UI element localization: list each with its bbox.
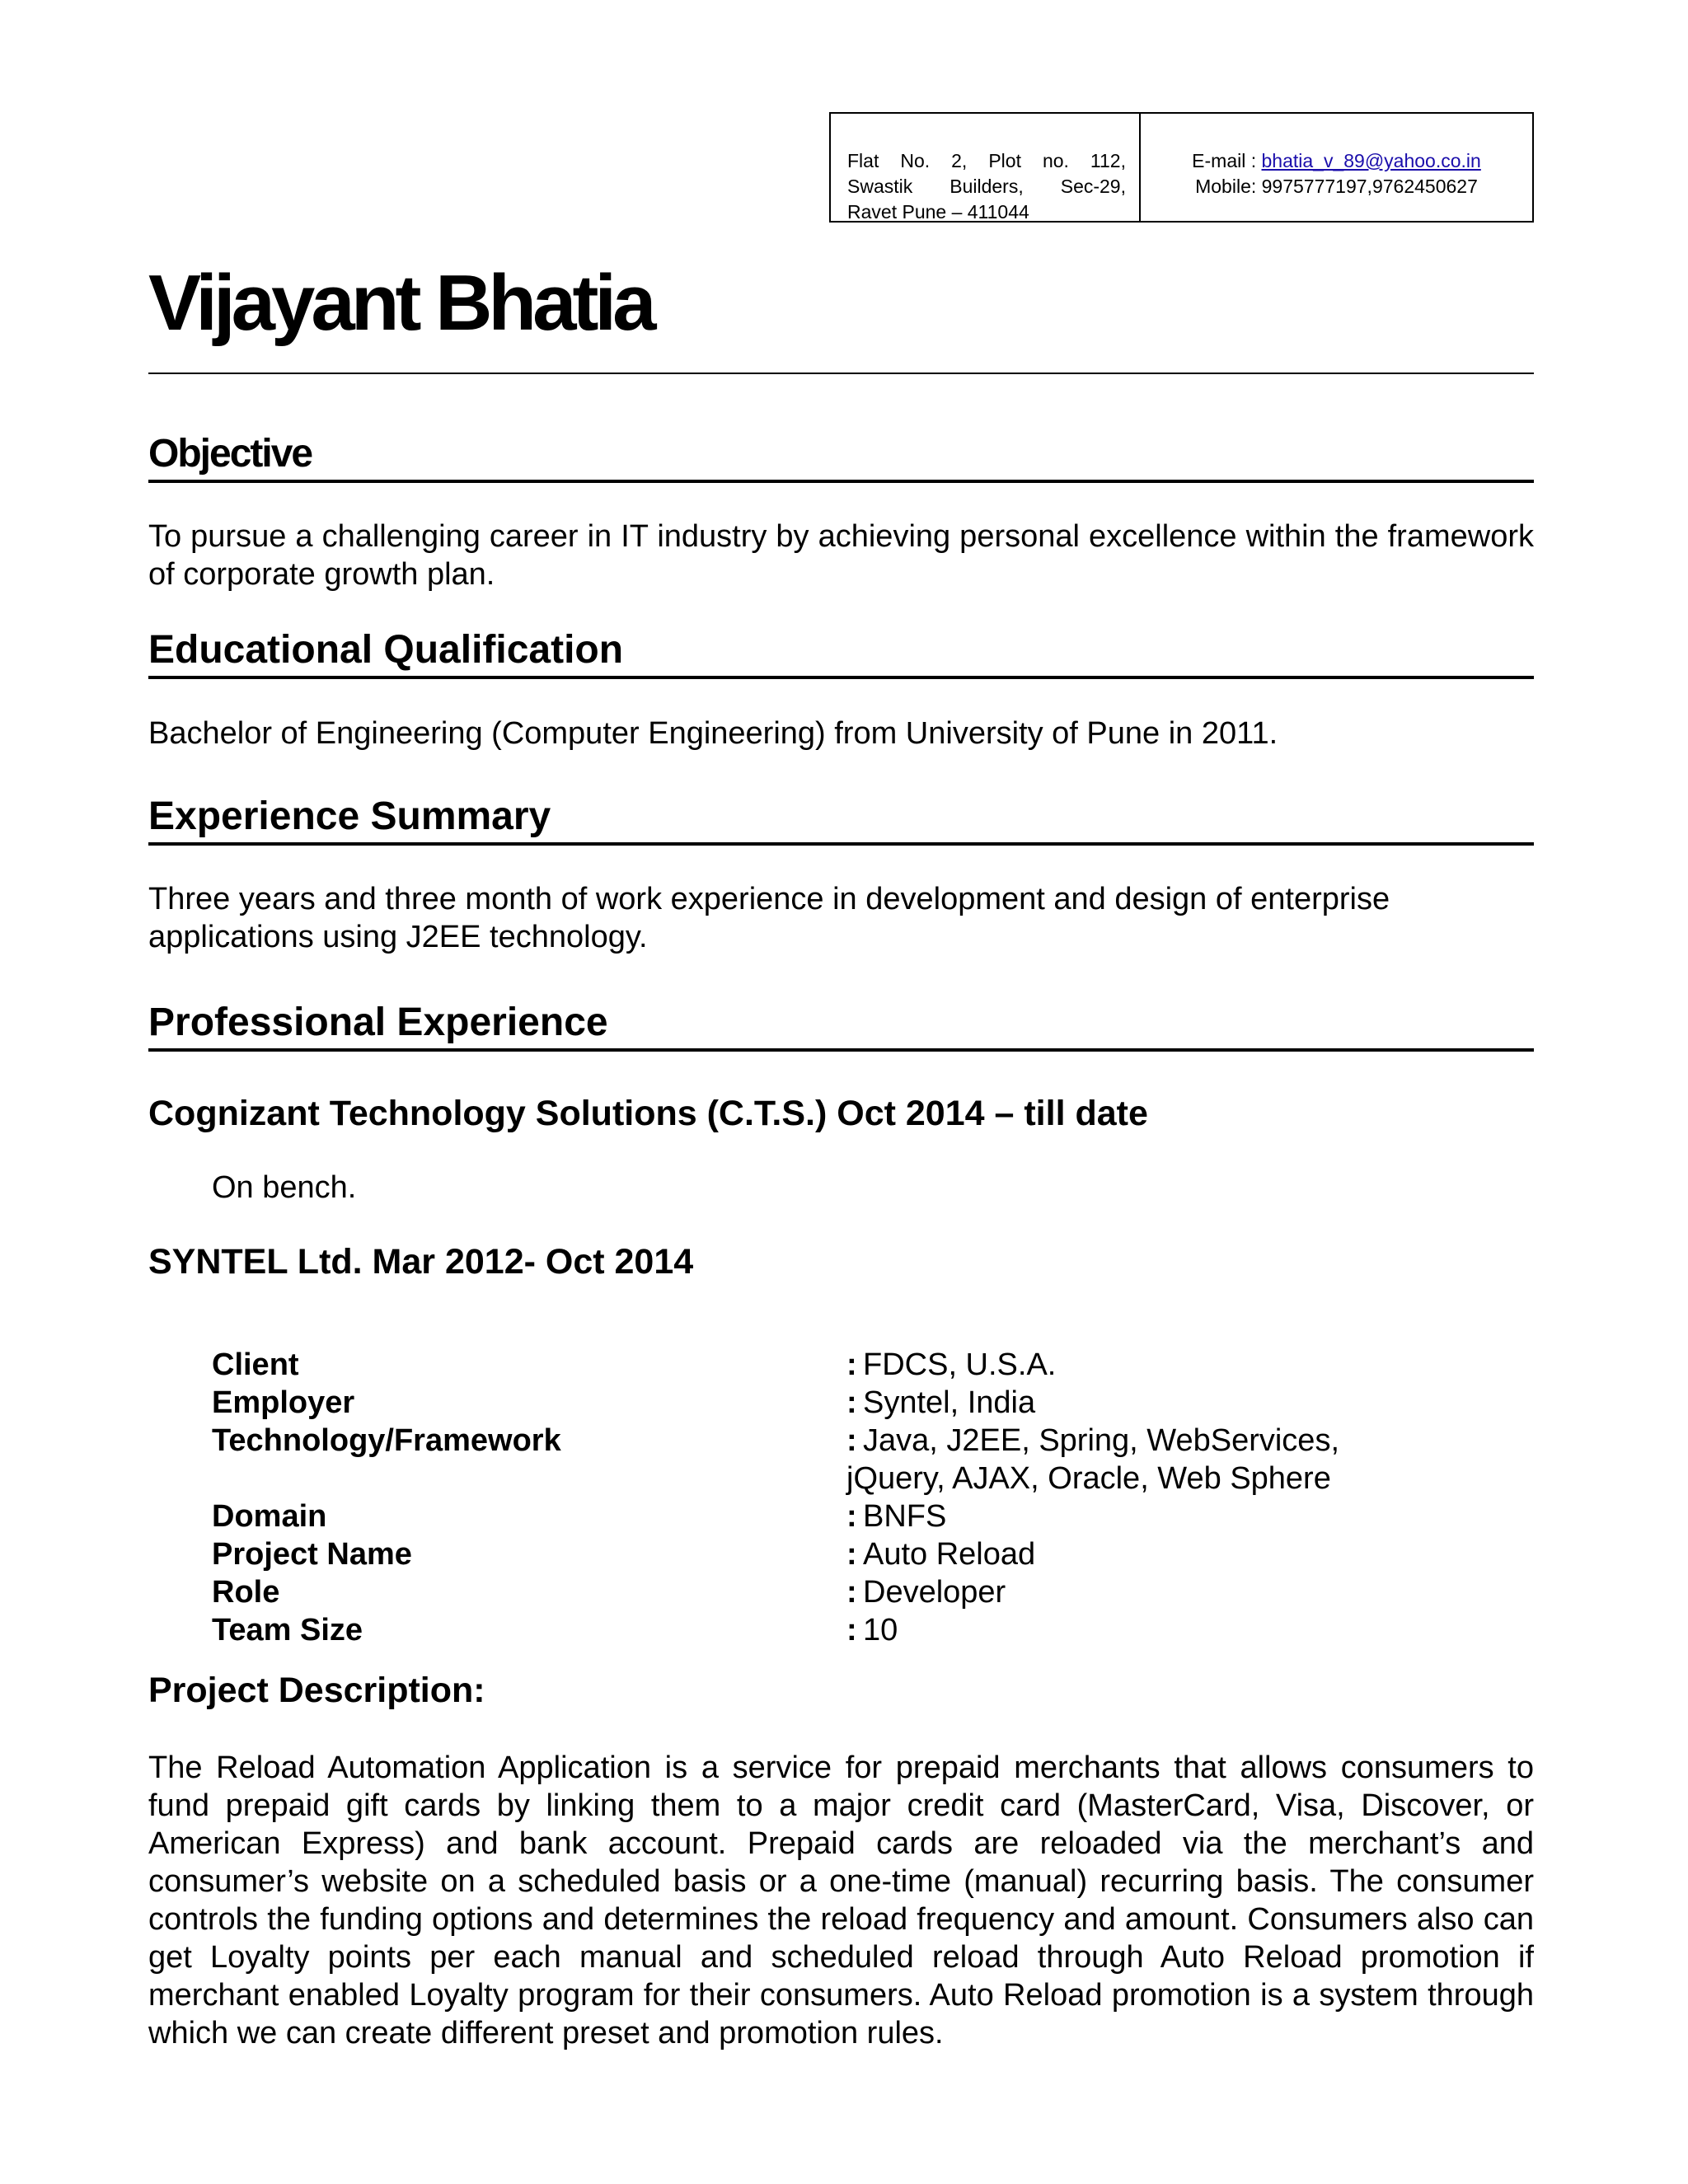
experience-summary-heading: Experience Summary [148,793,1534,846]
experience-summary-line: Three years and three month of work experience in development and design of enterprise [148,882,1390,916]
detail-label: Technology/Framework [212,1423,561,1458]
detail-colon: : [846,1537,857,1572]
detail-row-technology-continued [212,1460,1448,1497]
email-link[interactable]: bhatia_v_89@yahoo.co.in [1261,150,1481,171]
detail-label: Team Size [212,1613,363,1647]
education-text: Bachelor of Engineering (Computer Engineering) from University of Pune in 2011. [148,716,1278,751]
detail-value: BNFS [863,1499,947,1534]
professional-experience-heading: Professional Experience [148,999,1534,1052]
detail-row-domain [212,1497,1448,1535]
job-title-syntel: SYNTEL Ltd. Mar 2012- Oct 2014 [148,1242,694,1282]
detail-colon: : [846,1613,857,1647]
detail-row-technology [212,1422,1448,1460]
mobile-line: Mobile: 9975777197,9762450627 [1195,176,1478,197]
detail-value: Auto Reload [863,1537,1036,1572]
detail-label: Employer [212,1385,355,1420]
detail-row-team-size [212,1611,1448,1649]
address-line: Ravet Pune – 411044 [847,201,1029,223]
detail-row-client [212,1346,1448,1384]
email-label: E-mail : [1192,150,1262,171]
detail-colon: : [846,1575,857,1610]
detail-colon: : [846,1347,857,1382]
detail-value: FDCS, U.S.A. [863,1347,1057,1382]
education-heading: Educational Qualification [148,626,1534,679]
detail-row-role [212,1573,1448,1611]
detail-label: Role [212,1575,280,1610]
detail-colon: : [846,1385,857,1420]
address-line: Flat No. 2, Plot no. 112, [847,150,1126,171]
detail-row-project-name [212,1535,1448,1573]
detail-label: Client [212,1347,299,1382]
project-details-table [212,1346,1448,1649]
objective-heading: Objective [148,430,1534,483]
project-description-heading: Project Description: [148,1671,485,1710]
detail-value: 10 [863,1613,898,1647]
job-note-cognizant: On bench. [212,1170,357,1205]
detail-value: Developer [863,1575,1006,1610]
objective-text: To pursue a challenging career in IT industry by achieving personal excellence within the framework of corporate growth plan. [148,519,1534,592]
experience-summary-line: applications using J2EE technology. [148,920,648,954]
detail-row-employer [212,1384,1448,1422]
candidate-name: Vijayant Bhatia [148,259,653,347]
detail-label: Project Name [212,1537,412,1572]
detail-value: Syntel, India [863,1385,1036,1420]
job-title-cognizant: Cognizant Technology Solutions (C.T.S.) Oct 2014 – till date [148,1094,1148,1133]
email-line [1141,148,1532,174]
detail-value: Java, J2EE, Spring, WebServices, [863,1423,1339,1458]
detail-value: jQuery, AJAX, Oracle, Web Sphere [846,1461,1331,1496]
name-divider [148,373,1534,374]
project-description-text: The Reload Automation Application is a service for prepaid merchants that allows consumers to fund prepaid gift cards by linking them to a major credit card (MasterCard, Visa, Discover, or American Express) and bank account. Prepaid cards are reloaded via the merchant’s and consumer’s website on a scheduled basis or a one-time (manual) recurring basis. The consumer controls the funding options and determines the reload frequency and amount. Consumers also can get Loyalty points per each manual and scheduled reload through Auto Reload promotion if merchant enabled Loyalty program for their consumers. Auto Reload promotion is a system through which we can create different preset and promotion rules. [148,1750,1534,2050]
detail-label: Domain [212,1499,327,1534]
contact-info-block [1141,114,1532,221]
detail-colon: : [846,1499,857,1534]
detail-colon: : [846,1423,857,1458]
address-block [831,114,1141,221]
experience-summary-text [148,880,1534,956]
address-line: Swastik Builders, Sec-29, [847,176,1126,197]
contact-box [829,112,1534,223]
